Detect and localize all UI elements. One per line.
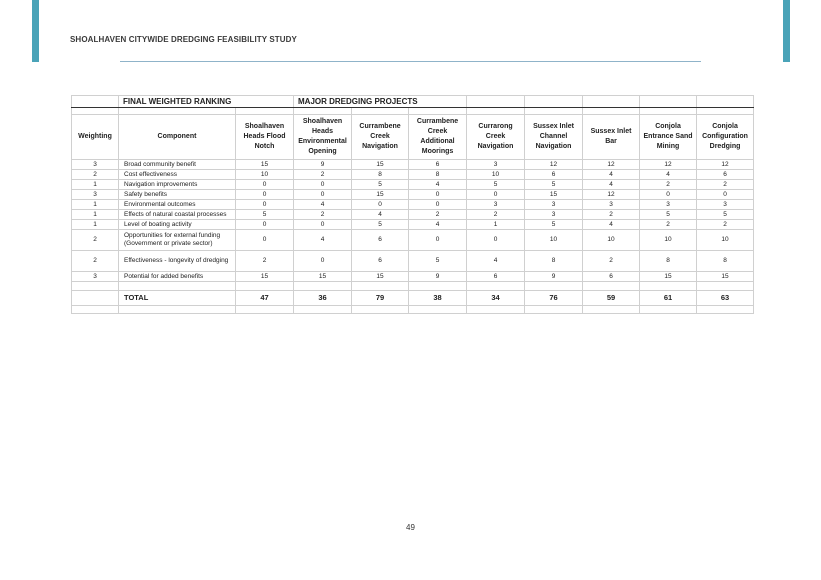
score-cell: 0 (294, 190, 352, 200)
total-cell: 61 (640, 291, 697, 306)
score-cell: 5 (236, 210, 294, 220)
score-cell: 2 (294, 210, 352, 220)
score-cell: 0 (236, 230, 294, 251)
score-cell: 0 (467, 230, 525, 251)
row-weight: 1 (72, 180, 119, 190)
score-cell: 9 (294, 160, 352, 170)
page-number: 49 (406, 523, 415, 532)
score-cell: 4 (583, 170, 640, 180)
score-cell: 15 (525, 190, 583, 200)
score-cell: 5 (640, 210, 697, 220)
score-cell: 10 (697, 230, 754, 251)
header-project: Currambene Creek Navigation (352, 115, 409, 160)
total-cell: 34 (467, 291, 525, 306)
score-cell: 12 (583, 190, 640, 200)
score-cell: 0 (236, 190, 294, 200)
score-cell: 15 (236, 160, 294, 170)
row-component: Safety benefits (119, 190, 236, 200)
header-project: Sussex Inlet Bar (583, 115, 640, 160)
score-cell: 0 (409, 230, 467, 251)
row-component: Effectiveness - longevity of dredging (119, 251, 236, 272)
table-row (72, 210, 754, 220)
header-weighting: Weighting (72, 115, 119, 160)
row-weight: 2 (72, 230, 119, 251)
header-project: Shoalhaven Heads Environmental Opening (294, 115, 352, 160)
row-weight: 2 (72, 170, 119, 180)
score-cell: 5 (352, 180, 409, 190)
table-row (72, 220, 754, 230)
score-cell: 15 (352, 190, 409, 200)
score-cell: 2 (467, 210, 525, 220)
score-cell: 10 (640, 230, 697, 251)
score-cell: 1 (467, 220, 525, 230)
total-cell: 76 (525, 291, 583, 306)
row-component: Effects of natural coastal processes (119, 210, 236, 220)
row-component: Potential for added benefits (119, 272, 236, 282)
score-cell: 4 (409, 220, 467, 230)
row-weight: 2 (72, 251, 119, 272)
total-cell: 79 (352, 291, 409, 306)
score-cell: 8 (697, 251, 754, 272)
table-row (72, 190, 754, 200)
score-cell: 2 (640, 220, 697, 230)
table-row (72, 272, 754, 282)
score-cell: 2 (583, 251, 640, 272)
score-cell: 0 (294, 251, 352, 272)
score-cell: 0 (294, 220, 352, 230)
score-cell: 0 (236, 220, 294, 230)
header-project: Conjola Configuration Dredging (697, 115, 754, 160)
header-project: Shoalhaven Heads Flood Notch (236, 115, 294, 160)
score-cell: 15 (352, 160, 409, 170)
band-spacer (72, 96, 119, 108)
score-cell: 0 (467, 190, 525, 200)
score-cell: 3 (697, 200, 754, 210)
total-cell: 38 (409, 291, 467, 306)
score-cell: 2 (583, 210, 640, 220)
spacer-row (72, 282, 754, 291)
header-divider (120, 61, 701, 62)
table-row (72, 160, 754, 170)
table-row (72, 230, 754, 251)
score-cell: 12 (525, 160, 583, 170)
score-cell: 5 (409, 251, 467, 272)
score-cell: 10 (583, 230, 640, 251)
document-title: SHOALHAVEN CITYWIDE DREDGING FEASIBILITY STUDY (70, 35, 297, 44)
total-cell: 47 (236, 291, 294, 306)
score-cell: 6 (352, 230, 409, 251)
score-cell: 3 (467, 200, 525, 210)
row-weight: 1 (72, 210, 119, 220)
score-cell: 5 (467, 180, 525, 190)
score-cell: 6 (583, 272, 640, 282)
score-cell: 4 (294, 230, 352, 251)
score-cell: 4 (352, 210, 409, 220)
score-cell: 2 (236, 251, 294, 272)
ranking-table-container (71, 95, 753, 314)
table-row (72, 200, 754, 210)
score-cell: 3 (467, 160, 525, 170)
score-cell: 3 (525, 210, 583, 220)
row-weight: 3 (72, 190, 119, 200)
right-accent-bar (783, 0, 790, 62)
score-cell: 0 (236, 200, 294, 210)
score-cell: 2 (409, 210, 467, 220)
score-cell: 4 (409, 180, 467, 190)
score-cell: 9 (525, 272, 583, 282)
score-cell: 3 (640, 200, 697, 210)
row-component: Broad community benefit (119, 160, 236, 170)
row-component: Environmental outcomes (119, 200, 236, 210)
band-final-weighted-ranking: FINAL WEIGHTED RANKING (119, 96, 294, 108)
score-cell: 12 (640, 160, 697, 170)
score-cell: 0 (236, 180, 294, 190)
header-component: Component (119, 115, 236, 160)
score-cell: 9 (409, 272, 467, 282)
score-cell: 6 (467, 272, 525, 282)
header-project: Conjola Entrance Sand Mining (640, 115, 697, 160)
score-cell: 3 (525, 200, 583, 210)
spacer-row (72, 306, 754, 314)
score-cell: 8 (409, 170, 467, 180)
score-cell: 4 (467, 251, 525, 272)
score-cell: 2 (697, 180, 754, 190)
total-cell: 36 (294, 291, 352, 306)
header-project: Sussex Inlet Channel Navigation (525, 115, 583, 160)
score-cell: 2 (640, 180, 697, 190)
score-cell: 2 (294, 170, 352, 180)
score-cell: 15 (697, 272, 754, 282)
row-component: Level of boating activity (119, 220, 236, 230)
score-cell: 4 (294, 200, 352, 210)
score-cell: 12 (583, 160, 640, 170)
table-row (72, 251, 754, 272)
score-cell: 6 (525, 170, 583, 180)
total-label: TOTAL (119, 291, 236, 306)
row-component: Opportunities for external funding (Government or private sector) (119, 230, 236, 251)
score-cell: 4 (640, 170, 697, 180)
left-accent-bar (32, 0, 39, 62)
row-weight: 3 (72, 160, 119, 170)
score-cell: 0 (697, 190, 754, 200)
score-cell: 15 (640, 272, 697, 282)
row-weight: 3 (72, 272, 119, 282)
score-cell: 8 (640, 251, 697, 272)
header-project: Currambene Creek Additional Moorings (409, 115, 467, 160)
score-cell: 15 (236, 272, 294, 282)
score-cell: 15 (294, 272, 352, 282)
table-row (72, 170, 754, 180)
score-cell: 6 (409, 160, 467, 170)
total-cell: 59 (583, 291, 640, 306)
row-component: Cost effectiveness (119, 170, 236, 180)
score-cell: 5 (352, 220, 409, 230)
score-cell: 4 (583, 180, 640, 190)
score-cell: 2 (697, 220, 754, 230)
score-cell: 3 (583, 200, 640, 210)
score-cell: 5 (697, 210, 754, 220)
score-cell: 10 (525, 230, 583, 251)
score-cell: 0 (352, 200, 409, 210)
row-weight: 1 (72, 200, 119, 210)
score-cell: 12 (697, 160, 754, 170)
row-weight: 1 (72, 220, 119, 230)
score-cell: 5 (525, 220, 583, 230)
score-cell: 0 (409, 200, 467, 210)
score-cell: 10 (236, 170, 294, 180)
score-cell: 6 (352, 251, 409, 272)
score-cell: 5 (525, 180, 583, 190)
score-cell: 0 (294, 180, 352, 190)
row-component: Navigation improvements (119, 180, 236, 190)
score-cell: 0 (409, 190, 467, 200)
score-cell: 0 (640, 190, 697, 200)
header-project: Currarong Creek Navigation (467, 115, 525, 160)
score-cell: 6 (697, 170, 754, 180)
total-cell: 63 (697, 291, 754, 306)
score-cell: 8 (525, 251, 583, 272)
score-cell: 8 (352, 170, 409, 180)
score-cell: 4 (583, 220, 640, 230)
score-cell: 15 (352, 272, 409, 282)
table-row (72, 180, 754, 190)
score-cell: 10 (467, 170, 525, 180)
total-row (72, 291, 754, 306)
band-major-dredging-projects: MAJOR DREDGING PROJECTS (294, 96, 467, 108)
final-weighted-ranking-table (71, 95, 754, 314)
